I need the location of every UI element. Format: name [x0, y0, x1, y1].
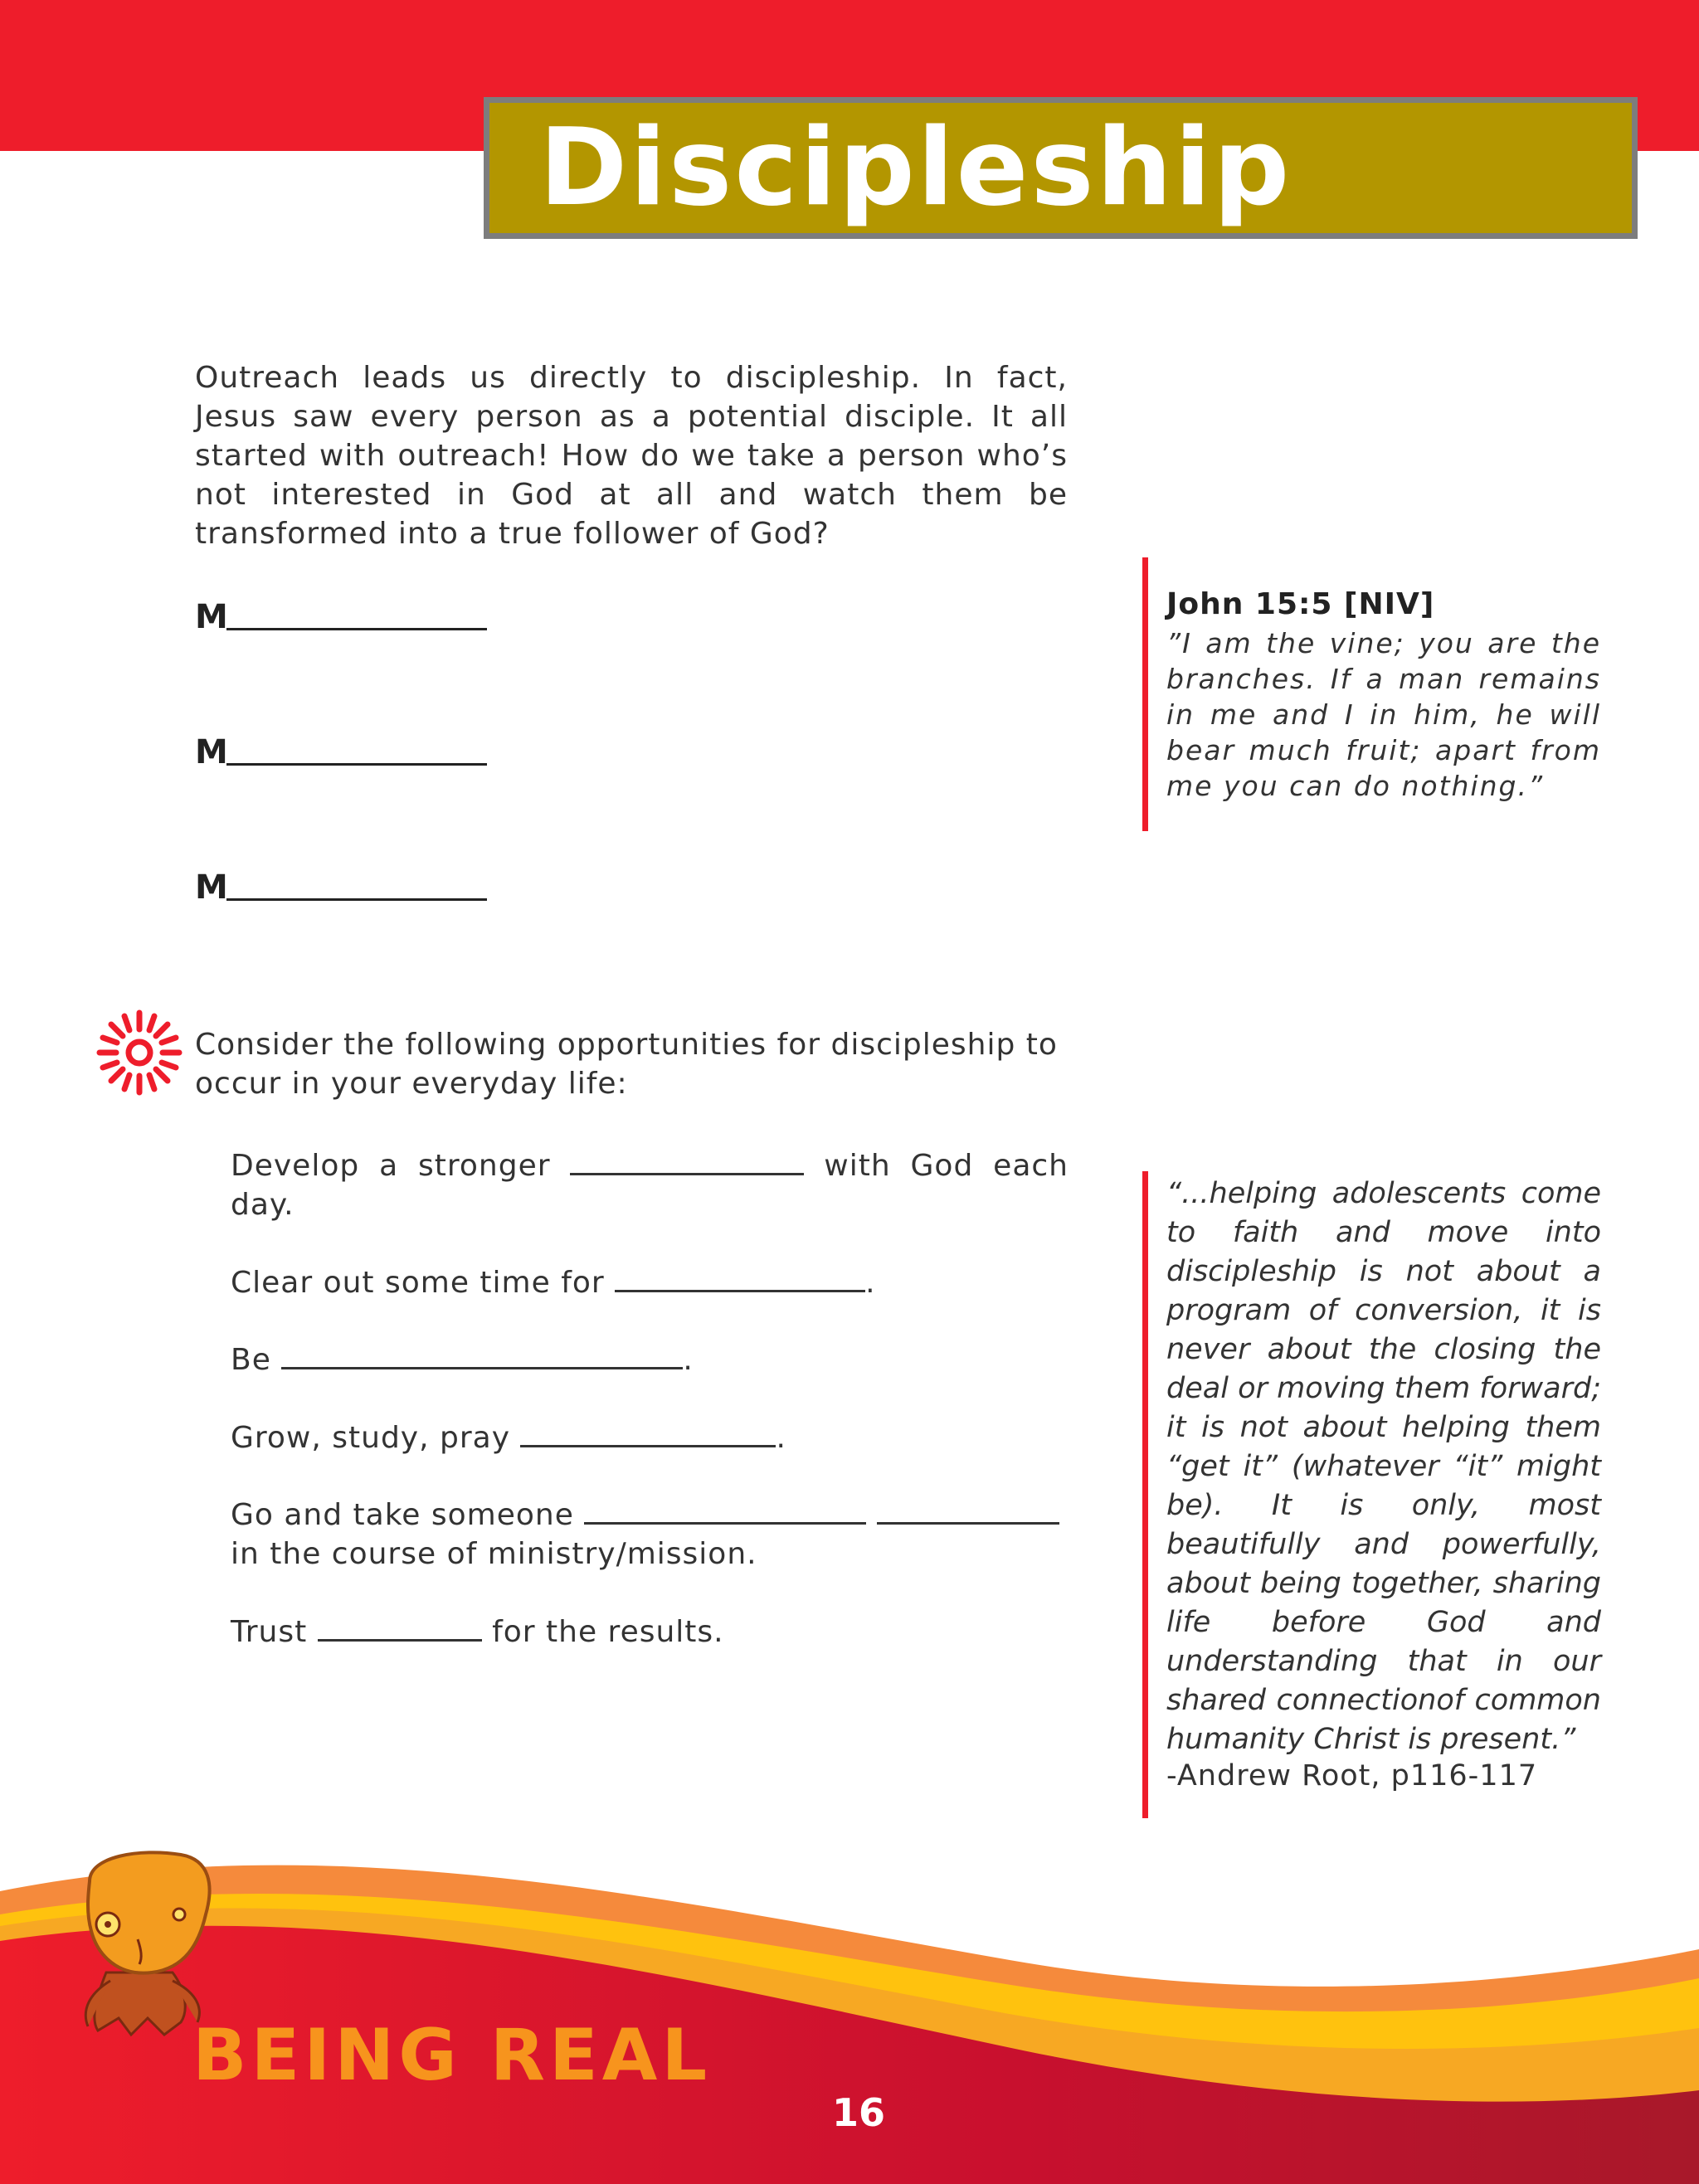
item-text: Be: [231, 1343, 271, 1377]
answer-blank[interactable]: [877, 1492, 1059, 1525]
m-blank-1[interactable]: [195, 587, 487, 637]
m-blank-3[interactable]: [195, 858, 487, 907]
m-blank-2[interactable]: [195, 722, 487, 772]
item-text: Develop a stronger: [231, 1149, 551, 1183]
answer-blank[interactable]: [281, 1337, 683, 1369]
m-letter: M: [195, 868, 228, 907]
sun-burst-icon: [95, 1008, 184, 1097]
item-text: Clear out some time for: [231, 1266, 605, 1300]
quote-attribution: -Andrew Root, p116-117: [1166, 1759, 1538, 1792]
answer-blank[interactable]: [615, 1260, 865, 1292]
blank-line: [226, 763, 487, 766]
m-letter: M: [195, 733, 228, 771]
m-letter: M: [195, 598, 228, 636]
page-title: Discipleship: [539, 106, 1293, 230]
scripture-reference: John 15:5 [NIV]: [1166, 587, 1435, 621]
item-text: .: [683, 1343, 694, 1377]
activity-item-3: [231, 1337, 1069, 1379]
item-text: in the course of ministry/mission.: [231, 1537, 757, 1571]
answer-blank[interactable]: [520, 1415, 776, 1447]
answer-blank[interactable]: [584, 1492, 866, 1525]
quote-accent-bar: [1142, 1171, 1148, 1818]
item-text: Go and take someone: [231, 1498, 574, 1532]
title-banner: [484, 97, 1638, 239]
item-text: .: [776, 1421, 786, 1455]
item-text: Trust: [231, 1615, 308, 1649]
blank-line: [226, 628, 487, 630]
activity-item-2: [231, 1260, 1069, 1302]
blank-line: [226, 898, 487, 901]
item-text: for the results.: [492, 1615, 724, 1649]
answer-blank[interactable]: [318, 1609, 482, 1642]
scripture-accent-bar: [1142, 557, 1148, 831]
activity-item-1: [231, 1143, 1069, 1224]
activity-prompt: Consider the following opportunities for discipleship to occur in your everyday life:: [195, 1028, 1058, 1101]
intro-paragraph: Outreach leads us directly to discipleship. In fact, Jesus saw every person as a potential disciple. It all started with outreach! How do we take a person who’s not interested in God at all and watch them be transformed into a true follower of God?: [195, 361, 1068, 551]
mascot-illustration: [73, 1848, 218, 2039]
page-number: 16: [831, 2090, 885, 2135]
answer-blank[interactable]: [570, 1143, 804, 1175]
brand-wordmark: BEING REAL: [192, 2014, 712, 2097]
quote-text: “...helping adolescents come to faith and move into discipleship is not about a program of conversion, it is never about the closing the deal or moving them forward; it is not about helping them “get it” (whatever “it” might be). It is only, most beautifully and powerfully, about being together, sharing life before God and understanding that in our shared connectionof common humanity Christ is present.”: [1166, 1177, 1601, 1756]
activity-item-6: [231, 1609, 1069, 1651]
activity-item-4: [231, 1415, 1069, 1457]
activity-item-5: [231, 1492, 1069, 1574]
item-text: .: [865, 1266, 876, 1300]
item-text: Grow, study, pray: [231, 1421, 511, 1455]
scripture-text: ”I am the vine; you are the branches. If a man remains in me and I in him, he will bear much fruit; apart from me you can do nothing.”: [1166, 627, 1601, 802]
item-text: with God each day.: [231, 1149, 1069, 1222]
